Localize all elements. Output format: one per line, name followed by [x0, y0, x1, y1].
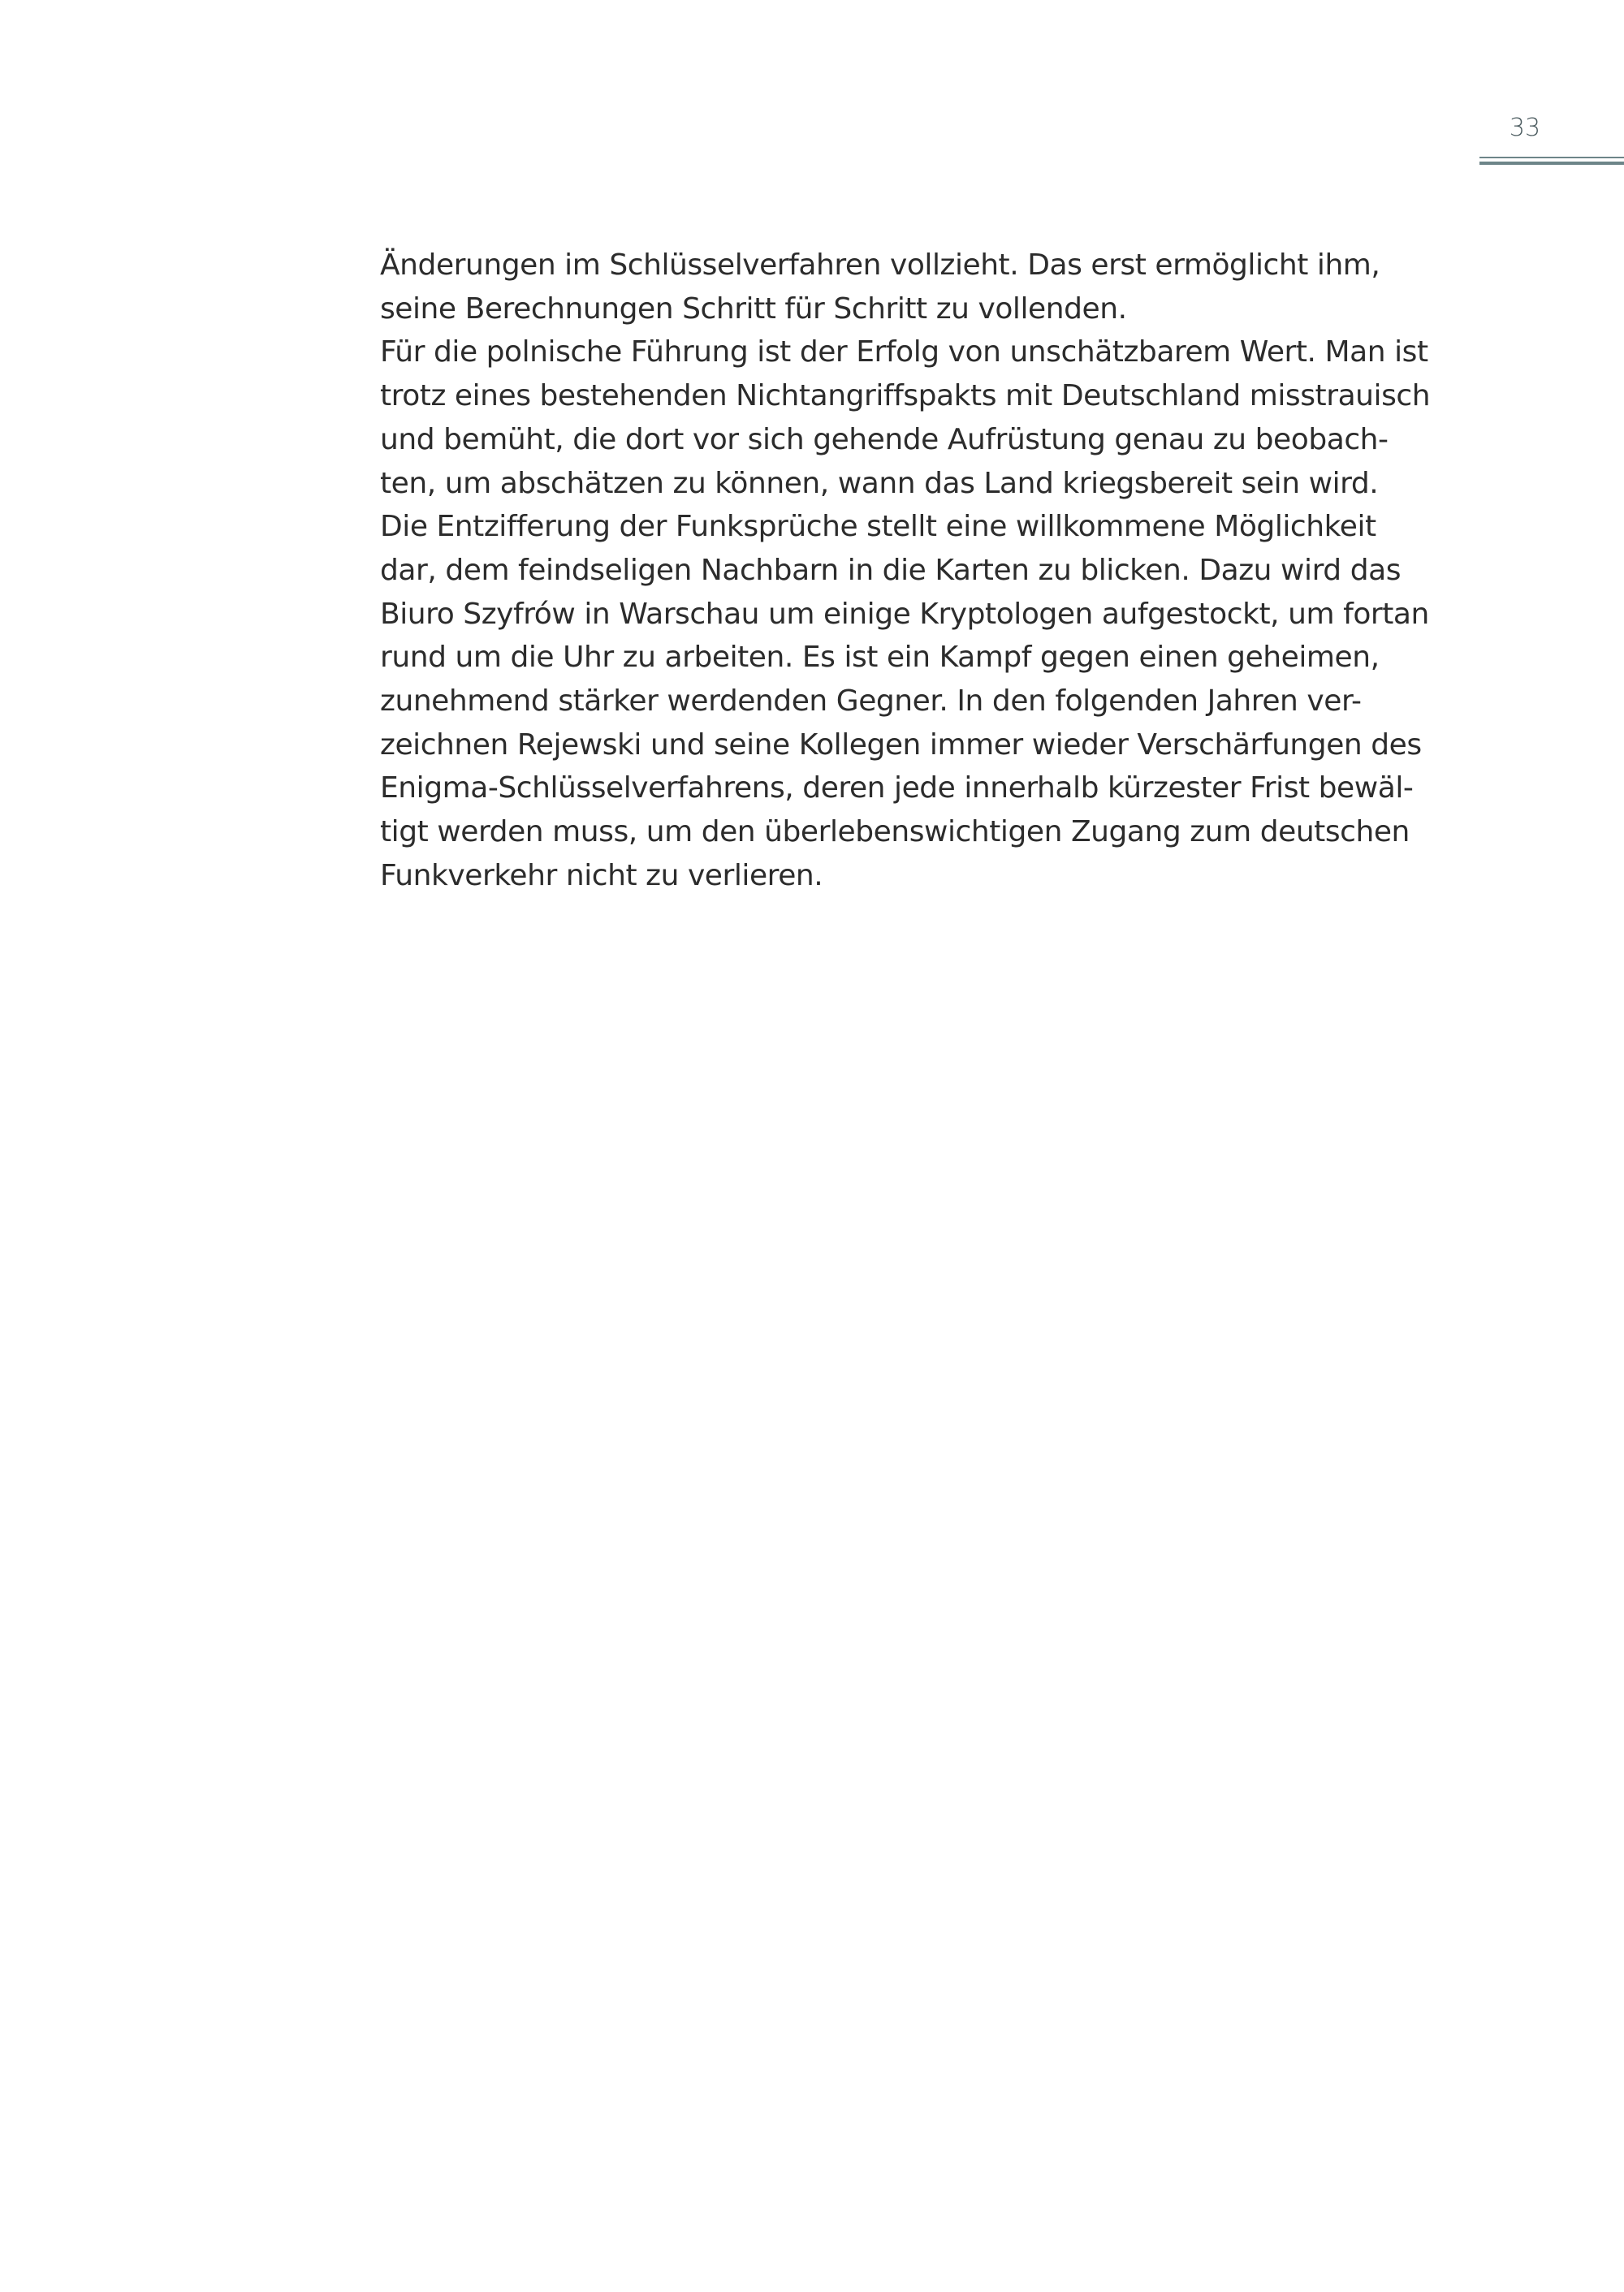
text-line: tigt werden muss, um den überlebenswichtigen Zugang zum deutschen: [380, 815, 1410, 849]
text-line: Für die polnische Führung ist der Erfolg von unschätzbarem Wert. Man ist: [380, 335, 1428, 369]
text-line: Die Entzifferung der Funksprüche stellt eine willkommene Möglichkeit: [380, 510, 1376, 544]
text-line: Änderungen im Schlüsselverfahren vollzieht. Das erst ermöglicht ihm,: [380, 248, 1380, 282]
text-line: ten, um abschätzen zu können, wann das Land kriegsbereit sein wird.: [380, 466, 1379, 500]
header-rule-thin: [1479, 157, 1624, 158]
text-line: zunehmend stärker werdenden Gegner. In den folgenden Jahren ver-: [380, 684, 1362, 719]
text-line: rund um die Uhr zu arbeiten. Es ist ein Kampf gegen einen geheimen,: [380, 641, 1380, 675]
body-text: [380, 244, 1462, 898]
text-line: dar, dem feindseligen Nachbarn in die Karten zu blicken. Dazu wird das: [380, 553, 1402, 587]
page-number: 33: [1509, 114, 1541, 142]
text-line: seine Berechnungen Schritt für Schritt zu vollenden.: [380, 291, 1127, 326]
header-rule-thick: [1479, 162, 1624, 165]
text-line: Biuro Szyfrów in Warschau um einige Kryptologen aufgestockt, um fortan: [380, 597, 1429, 631]
text-line: Enigma-Schlüsselverfahrens, deren jede innerhalb kürzester Frist bewäl-: [380, 771, 1414, 805]
text-line: Funkverkehr nicht zu verlieren.: [380, 858, 823, 892]
text-line: und bemüht, die dort vor sich gehende Aufrüstung genau zu beobach-: [380, 422, 1389, 456]
text-line: zeichnen Rejewski und seine Kollegen immer wieder Verschärfungen des: [380, 727, 1422, 762]
text-line: trotz eines bestehenden Nichtangriffspakts mit Deutschland misstrauisch: [380, 379, 1431, 413]
